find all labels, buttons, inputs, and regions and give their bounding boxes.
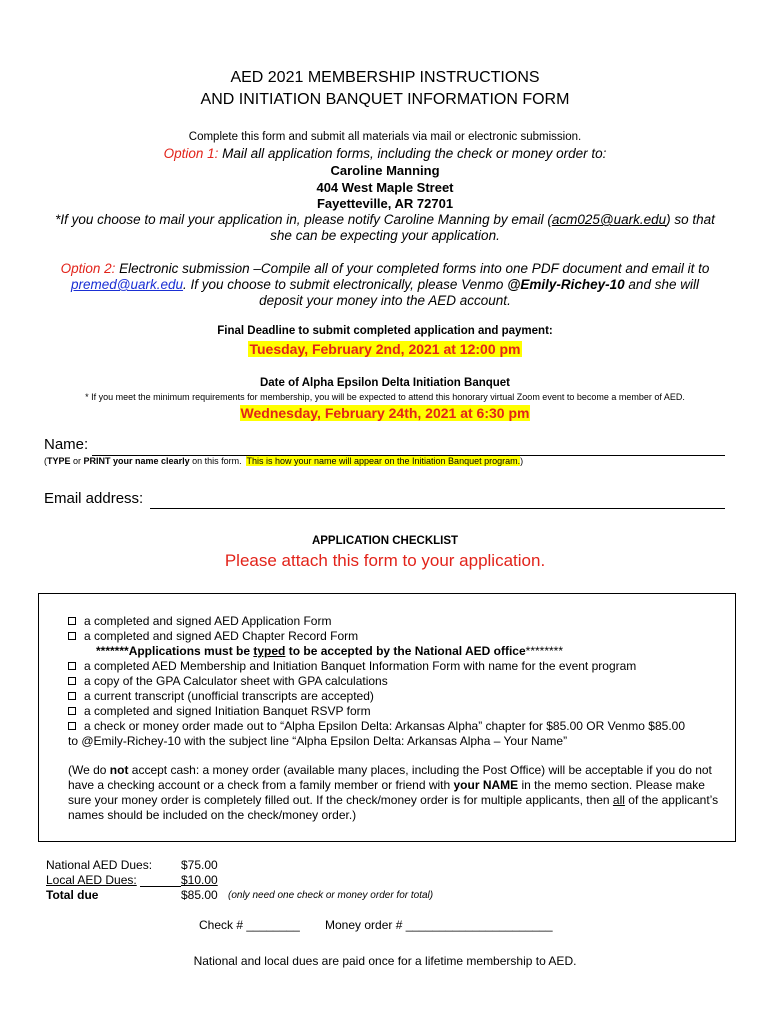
national-dues-amount: $75.00 <box>181 858 218 872</box>
checklist-item <box>68 629 358 643</box>
option1-note-line2: she can be expecting your application. <box>270 228 500 243</box>
local-dues-underline <box>140 873 181 887</box>
checklist-item-text: a copy of the GPA Calculator sheet with GPA calculations <box>84 674 388 688</box>
hint-print: PRINT your name clearly <box>83 456 190 466</box>
checklist-heading: APPLICATION CHECKLIST <box>311 535 459 547</box>
checkbox[interactable] <box>68 722 76 730</box>
hint-type: TYPE <box>47 456 71 466</box>
cash-policy <box>68 763 728 823</box>
checklist-item-text: a current transcript (unofficial transcripts are accepted) <box>84 689 374 703</box>
checklist-item-text: a completed AED Membership and Initiation Banquet Information Form with name for the event program <box>84 659 637 673</box>
address-name: Caroline Manning <box>330 163 440 178</box>
option2-line2 <box>0 277 770 292</box>
option2-label: Option 2: <box>60 261 116 276</box>
intro-text: Complete this form and submit all materials via mail or electronic submission. <box>188 131 582 143</box>
footer-note: National and local dues are paid once for a lifetime membership to AED. <box>193 954 577 968</box>
form-title-line2: AND INITIATION BANQUET INFORMATION FORM <box>200 91 570 108</box>
checklist-item-text: a check or money order made out to “Alpha Epsilon Delta: Arkansas Alpha” chapter for $85.00 OR Venmo $85.00 <box>84 719 686 733</box>
email-input-line[interactable] <box>150 494 725 509</box>
checkbox[interactable] <box>68 617 76 625</box>
name-input-line[interactable] <box>92 441 725 456</box>
checkbox[interactable] <box>68 692 76 700</box>
hint-highlight: This is how your name will appear on the Initiation Banquet program. <box>246 456 521 466</box>
typed-warning <box>96 644 563 658</box>
address-city: Fayetteville, AR 72701 <box>316 196 454 211</box>
banquet-date-wrap <box>0 405 770 423</box>
banquet-note: * If you meet the minimum requirements for membership, you will be expected to attend this honorary virtual Zoom event to become a member of AED. <box>85 392 685 402</box>
typed-post: to be accepted by the National AED office <box>285 644 526 658</box>
contact-email-link[interactable]: acm025@uark.edu <box>551 212 667 227</box>
name-hint: (TYPE or PRINT your name clearly on this form. This is how your name will appear on the Initiation Banquet program.) <box>44 456 524 466</box>
option1-note-post: ) so that <box>666 212 715 227</box>
deadline-date: Tuesday, February 2nd, 2021 at 12:00 pm <box>249 341 521 357</box>
cash-name: your NAME <box>453 778 519 792</box>
checklist-item-continued: to @Emily-Richey-10 with the subject line “Alpha Epsilon Delta: Arkansas Alpha – Your Name” <box>68 734 568 748</box>
option2-line2-mid: . If you choose to submit electronically, please Venmo <box>183 277 508 292</box>
option1-note-pre: *If you choose to mail your application in, please notify Caroline Manning by email ( <box>55 212 552 227</box>
checklist-item <box>68 659 636 673</box>
checklist-item <box>68 689 374 703</box>
total-due-amount: $85.00 <box>181 888 218 902</box>
banquet-label: Date of Alpha Epsilon Delta Initiation Banquet <box>259 377 511 389</box>
typed-pre: *******Applications must be <box>96 644 254 658</box>
national-dues-label: National AED Dues: <box>46 858 153 872</box>
cash-not: not <box>109 763 129 777</box>
checklist-item-text: a completed and signed AED Application Form <box>84 614 332 628</box>
total-due-label: Total due <box>46 888 99 902</box>
local-dues-label: Local AED Dues: <box>46 873 137 887</box>
checklist-item <box>68 719 685 733</box>
typed-stars: ******** <box>525 644 564 658</box>
option1-label: Option 1: <box>163 146 219 161</box>
checklist-item <box>68 614 331 628</box>
email-label: Email address: <box>44 490 144 507</box>
checklist-item-text: a completed and signed Initiation Banquet RSVP form <box>84 704 371 718</box>
option2-text: Electronic submission –Compile all of your completed forms into one PDF document and email it to <box>115 261 710 276</box>
cash-all: all <box>612 793 625 807</box>
checkbox[interactable] <box>68 662 76 670</box>
premed-email-link[interactable]: premed@uark.edu <box>71 277 184 292</box>
checkbox[interactable] <box>68 707 76 715</box>
checklist-item <box>68 704 371 718</box>
money-order-number-field[interactable]: Money order # ______________________ <box>325 918 553 932</box>
banquet-date: Wednesday, February 24th, 2021 at 6:30 pm <box>240 405 530 421</box>
checklist-item <box>68 674 388 688</box>
option1-note <box>0 212 770 227</box>
form-title-line1: AED 2021 MEMBERSHIP INSTRUCTIONS <box>230 69 540 86</box>
address-street: 404 West Maple Street <box>316 180 454 195</box>
checklist-item-text: a completed and signed AED Chapter Record Form <box>84 629 359 643</box>
checkbox[interactable] <box>68 632 76 640</box>
option2-line <box>0 261 770 276</box>
check-number-field[interactable]: Check # ________ <box>199 918 300 932</box>
total-due-note: (only need one check or money order for total) <box>228 890 434 901</box>
checkbox[interactable] <box>68 677 76 685</box>
hint-rest: on this form. <box>189 456 242 466</box>
cash-pre: (We do <box>68 763 110 777</box>
option2-line3: deposit your money into the AED account. <box>259 293 511 308</box>
attach-notice: Please attach this form to your application. <box>224 551 546 570</box>
deadline-date-wrap <box>0 341 770 359</box>
option1-text: Mail all application forms, including the check or money order to: <box>218 146 607 161</box>
deadline-label: Final Deadline to submit completed application and payment: <box>217 325 553 337</box>
local-dues-amount: $10.00 <box>181 873 218 887</box>
venmo-handle: @Emily-Richey-10 <box>507 277 625 292</box>
option1-line <box>0 146 770 161</box>
typed-word: typed <box>253 644 286 658</box>
hint-or: or <box>70 456 84 466</box>
name-label: Name: <box>44 436 89 453</box>
cash-end: of the applicant’s names should be included on the check/money order.) <box>68 793 719 822</box>
cash-mid2: in the memo section. Please make sure your money order is completely filled out. If the check/money order is for multiple applicants, then <box>68 778 705 807</box>
option2-line2-end: and she will <box>624 277 699 292</box>
cash-mid: accept cash: a money order (available many places, including the Post Office) will be acceptable if you do not have a checking account or a check from a family member or friend with <box>68 763 712 792</box>
